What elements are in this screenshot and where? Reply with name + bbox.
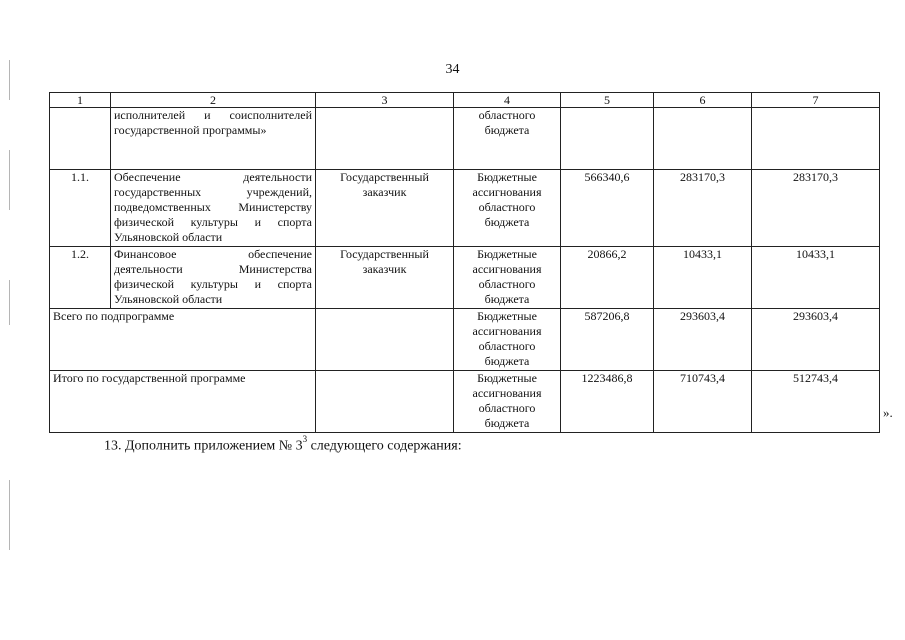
cell-number [50, 108, 111, 170]
cell-number: 1.1. [50, 170, 111, 247]
cell-total: 566340,6 [561, 170, 654, 247]
grand-total-label: Итого по государственной программе [50, 371, 316, 433]
continuation-row [50, 108, 880, 170]
column-header: 2 [111, 93, 316, 108]
cell-total: 20866,2 [561, 247, 654, 309]
scan-artifact [9, 150, 10, 210]
budget-table [49, 92, 880, 433]
cell-name: Финансовое обеспечение деятельности Министерства физической культуры и спорта Ульяновской области [111, 247, 316, 309]
cell-total: 587206,8 [561, 309, 654, 371]
cell-year1: 710743,4 [654, 371, 752, 433]
cell-source: Бюджетные ассигнования областного бюджета [454, 371, 561, 433]
cell-source: Бюджетные ассигнования областного бюджета [454, 247, 561, 309]
instruction-superscript: 3 [302, 434, 308, 444]
scan-artifact [9, 60, 10, 100]
instruction-text: 13. Дополнить приложением № 3 [104, 438, 303, 454]
cell-source: Бюджетные ассигнования областного бюджета [454, 170, 561, 247]
cell-year2 [752, 108, 880, 170]
cell-year1: 293603,4 [654, 309, 752, 371]
cell-number: 1.2. [50, 247, 111, 309]
cell-total [561, 108, 654, 170]
column-header: 1 [50, 93, 111, 108]
table-row [50, 170, 880, 247]
cell-year1: 10433,1 [654, 247, 752, 309]
cell-year2: 512743,4 [752, 371, 880, 433]
cell-year2: 293603,4 [752, 309, 880, 371]
subtotal-row [50, 309, 880, 371]
cell-customer [316, 371, 454, 433]
column-header: 3 [316, 93, 454, 108]
column-header: 5 [561, 93, 654, 108]
cell-year1: 283170,3 [654, 170, 752, 247]
cell-customer: Государственный заказчик [316, 170, 454, 247]
column-header: 6 [654, 93, 752, 108]
column-header: 4 [454, 93, 561, 108]
cell-name: исполнителей и соисполнителей государственной программы» [111, 108, 316, 170]
instruction-text-end: следующего содержания: [307, 438, 462, 454]
table-row [50, 247, 880, 309]
closing-quote: ». [883, 405, 893, 420]
cell-customer [316, 108, 454, 170]
cell-customer: Государственный заказчик [316, 247, 454, 309]
cell-name: Обеспечение деятельности государственных учреждений, подведомственных Министерству физической культуры и спорта Ульяновской области [111, 170, 316, 247]
table-header-row [50, 93, 880, 108]
column-header: 7 [752, 93, 880, 108]
grand-total-row [50, 371, 880, 433]
cell-source: областного бюджета [454, 108, 561, 170]
cell-year2: 283170,3 [752, 170, 880, 247]
scan-artifact [9, 480, 10, 550]
cell-total: 1223486,8 [561, 371, 654, 433]
instruction-paragraph [104, 436, 462, 455]
subtotal-label: Всего по подпрограмме [50, 309, 316, 371]
cell-year2: 10433,1 [752, 247, 880, 309]
cell-customer [316, 309, 454, 371]
cell-year1 [654, 108, 752, 170]
scan-artifact [9, 280, 10, 325]
page-number: 34 [445, 62, 460, 77]
cell-source: Бюджетные ассигнования областного бюджета [454, 309, 561, 371]
